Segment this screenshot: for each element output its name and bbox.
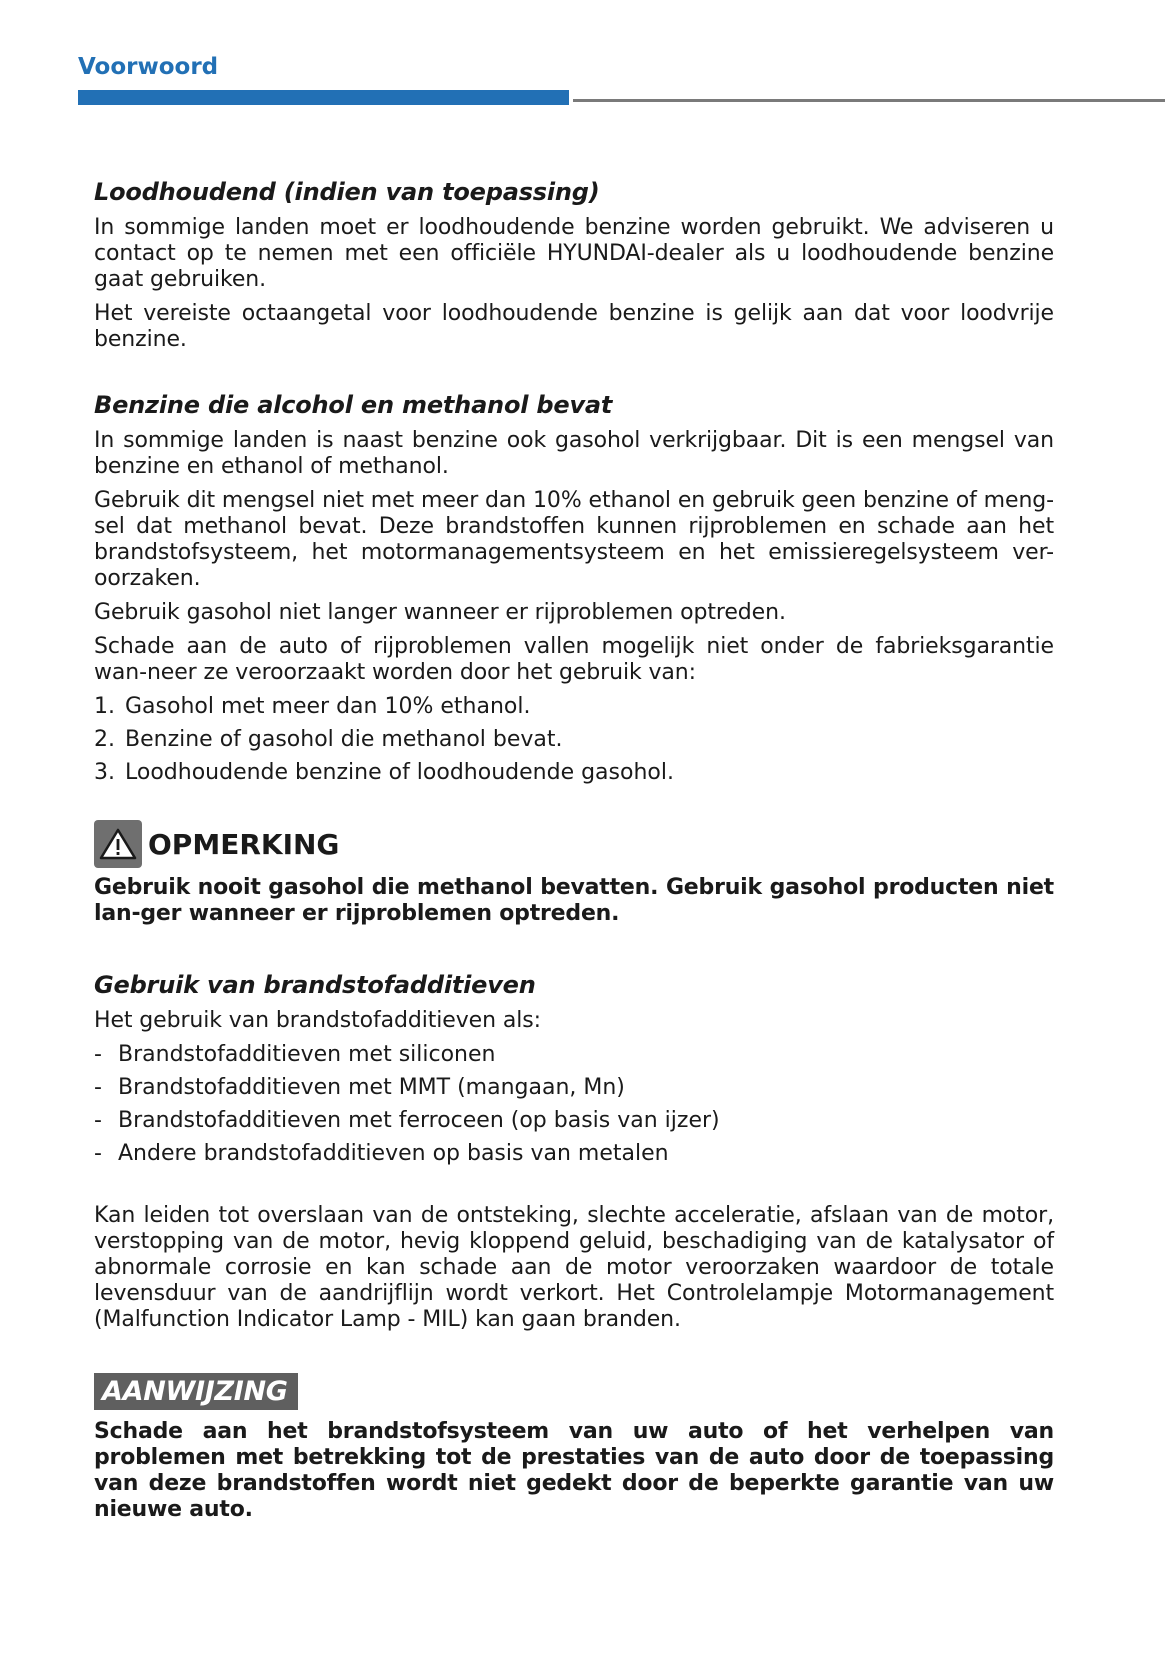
- section-additives: [94, 971, 1054, 1333]
- note-box: [94, 1373, 1054, 1523]
- paragraph: Het gebruik van brandstofadditieven als:: [94, 1008, 541, 1033]
- paragraph: In sommige landen is naast benzine ook gasohol verkrijgbaar. Dit is een mengsel van benzine en ethanol of methanol.: [94, 428, 1054, 479]
- page-content: [94, 178, 1054, 1561]
- paragraph: Kan leiden tot overslaan van de ontsteking, slechte acceleratie, afslaan van de motor, verstopping van de motor, hevig kloppend geluid, beschadiging van de katalysator of abnormale corrosie en kan schade aan de motor veroorzaken waardoor de totale levensduur van de aandrijflijn wordt verkort. Het Controlelampje Motormanagement (Malfunction Indicator Lamp - MIL) kan gaan branden.: [94, 1203, 1054, 1332]
- caution-box: [94, 820, 1054, 927]
- note-badge: AANWIJZING: [94, 1373, 298, 1410]
- header-accent-bar: [78, 90, 569, 105]
- list-item: - Andere brandstofadditieven op basis van metalen: [94, 1141, 669, 1166]
- section-leaded: [94, 178, 1054, 353]
- section-title: Benzine die alcohol en methanol bevat: [94, 391, 613, 419]
- list-item: - Brandstofadditieven met MMT (mangaan, Mn): [94, 1075, 625, 1100]
- section-title: Loodhoudend (indien van toepassing): [94, 178, 600, 206]
- caution-title: OPMERKING: [148, 827, 340, 861]
- list-item: 1. Gasohol met meer dan 10% ethanol.: [94, 694, 531, 719]
- list-item: 2. Benzine of gasohol die methanol bevat.: [94, 727, 563, 752]
- header-rule: [573, 99, 1165, 102]
- caution-text: Gebruik nooit gasohol die methanol bevatten. Gebruik gasohol producten niet lan-ger wanneer er rijproblemen optreden.: [94, 875, 1054, 926]
- section-alcohol: [94, 391, 1054, 786]
- list-item: - Brandstofadditieven met ferroceen (op basis van ijzer): [94, 1108, 720, 1133]
- list-item: - Brandstofadditieven met siliconen: [94, 1042, 496, 1067]
- paragraph: Het vereiste octaangetal voor loodhoudende benzine is gelijk aan dat voor loodvrije benzine.: [94, 301, 1054, 352]
- paragraph: Gebruik gasohol niet langer wanneer er rijproblemen optreden.: [94, 600, 786, 625]
- paragraph: Gebruik dit mengsel niet met meer dan 10% ethanol en gebruik geen benzine of meng-sel dat methanol bevat. Deze brandstoffen kunnen rijproblemen en schade aan het brandstofsysteem, het motormanagementsysteem en het emissieregelsysteem ver-oorzaken.: [94, 488, 1054, 591]
- list-item: 3. Loodhoudende benzine of loodhoudende gasohol.: [94, 760, 674, 785]
- dash-list: [94, 1042, 1054, 1167]
- chapter-title: Voorwoord: [78, 54, 219, 80]
- paragraph: Schade aan de auto of rijproblemen vallen mogelijk niet onder de fabrieksgarantie wan-neer ze veroorzaakt worden door het gebruik van:: [94, 634, 1054, 685]
- caution-header: [94, 820, 1054, 868]
- paragraph: In sommige landen moet er loodhoudende benzine worden gebruikt. We adviseren u contact op te nemen met een officiële HYUNDAI-dealer als u loodhoudende benzine gaat gebruiken.: [94, 215, 1054, 292]
- note-text: Schade aan het brandstofsysteem van uw auto of het verhelpen van problemen met betrekking tot de prestaties van de auto door de toepassing van deze brandstoffen wordt niet gedekt door de beperkte garantie van uw nieuwe auto.: [94, 1419, 1054, 1522]
- warning-icon: [94, 820, 142, 868]
- section-title: Gebruik van brandstofadditieven: [94, 971, 536, 999]
- numbered-list: [94, 694, 1054, 786]
